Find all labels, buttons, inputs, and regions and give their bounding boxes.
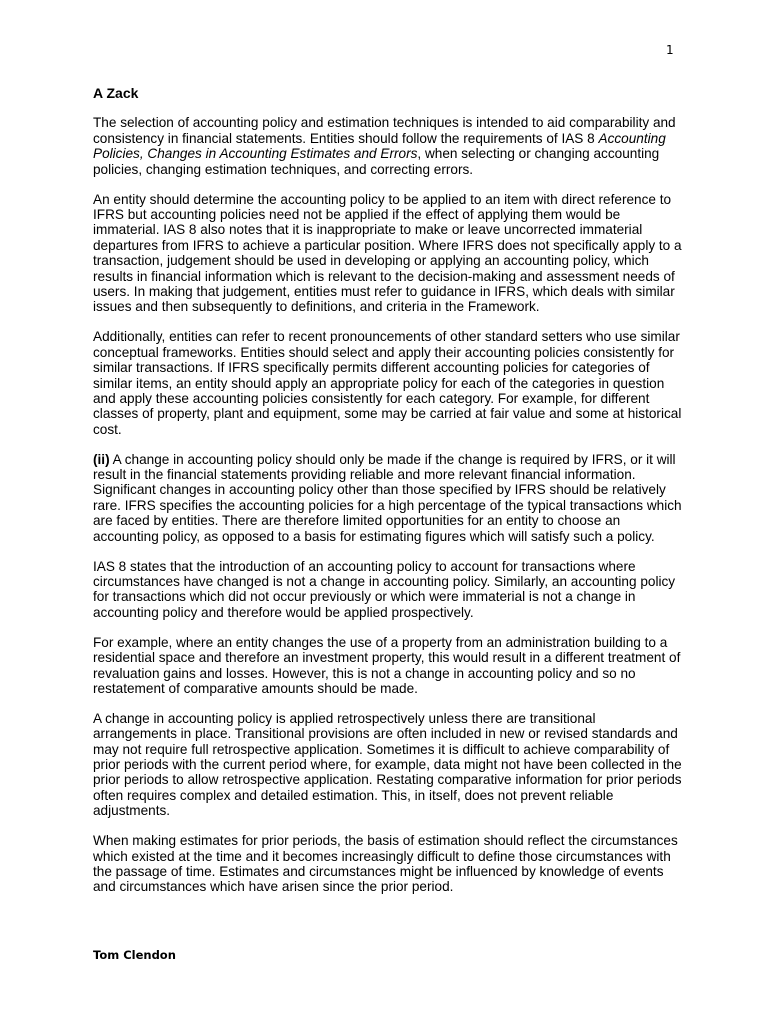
paragraph-8: When making estimates for prior periods, the basis of estimation should reflect the circumstances which existed at the time and it becomes increasingly difficult to define those circumstances with the passage of time. Estimates and circumstances might be influenced by knowledge of events and circumstances which have arisen since the prior period. <box>93 833 678 895</box>
document-body <box>93 86 683 909</box>
paragraph-6: For example, where an entity changes the use of a property from an administration building to a residential space and therefore an investment property, this would result in a different treatment of revaluation gains and losses. However, this is not a change in accounting policy and so no restatement of comparative amounts should be made. <box>93 634 681 696</box>
paragraph-4-text: A change in accounting policy should only be made if the change is required by IFRS, or it will result in the financial statements providing reliable and more relevant financial information. Significant changes in accounting policy other than those specified by IFRS should be relatively rare. IFRS specifies the accounting policies for a high percentage of the typical transactions which are faced by entities. There are therefore limited opportunities for an entity to choose an accounting policy, as opposed to a basis for estimating figures which will satisfy such a policy. <box>93 451 682 544</box>
paragraph-1 <box>93 115 683 177</box>
paragraph-1-text-start: The selection of accounting policy and estimation techniques is intended to aid comparability and consistency in financial statements. Entities should follow the requirements of IAS 8 <box>93 115 676 146</box>
footer-author: Tom Clendon <box>93 948 176 962</box>
standard-title: Accounting Policies, Changes in Accounting Estimates and Errors <box>93 130 666 162</box>
page-number: 1 <box>666 43 674 57</box>
paragraph-3: Additionally, entities can refer to recent pronouncements of other standard setters who use similar conceptual frameworks. Entities should select and apply their accounting policies consistently for similar transactions. If IFRS specifically permits different accounting policies for categories of similar items, an entity should apply an appropriate policy for each of the categories in question and apply these accounting policies consistently for each category. For example, for different classes of property, plant and equipment, some may be carried at fair value and some at historical cost. <box>93 329 682 437</box>
paragraph-7: A change in accounting policy is applied retrospectively unless there are transitional arrangements in place. Transitional provisions are often included in new or revised standards and may not require full retrospective application. Sometimes it is difficult to achieve comparability of prior periods with the current period where, for example, data might not have been collected in the prior periods to allow retrospective application. Restating comparative information for prior periods often requires complex and detailed estimation. This, in itself, does not prevent reliable adjustments. <box>93 710 682 819</box>
paragraph-1-text-end: , when selecting or changing accounting policies, changing estimation techniques, and correcting errors. <box>93 146 660 177</box>
paragraph-5: IAS 8 states that the introduction of an accounting policy to account for transactions where circumstances have changed is not a change in accounting policy. Similarly, an accounting policy for transactions which did not occur previously or which were immaterial is not a change in accounting policy and therefore would be applied prospectively. <box>93 558 676 620</box>
document-heading: A Zack <box>93 85 139 101</box>
paragraph-4 <box>93 452 683 544</box>
paragraph-2: An entity should determine the accounting policy to be applied to an item with direct reference to IFRS but accounting policies need not be applied if the effect of applying them would be immaterial. IAS 8 also notes that it is inappropriate to make or leave uncorrected immaterial departures from IFRS to achieve a particular position. Where IFRS does not specifically apply to a transaction, judgement should be used in developing or applying an accounting policy, which results in financial information which is relevant to the decision-making and assessment needs of users. In making that judgement, entities must refer to guidance in IFRS, which deals with similar issues and then subsequently to definitions, and criteria in the Framework. <box>93 191 682 315</box>
section-label: (ii) <box>93 451 110 467</box>
